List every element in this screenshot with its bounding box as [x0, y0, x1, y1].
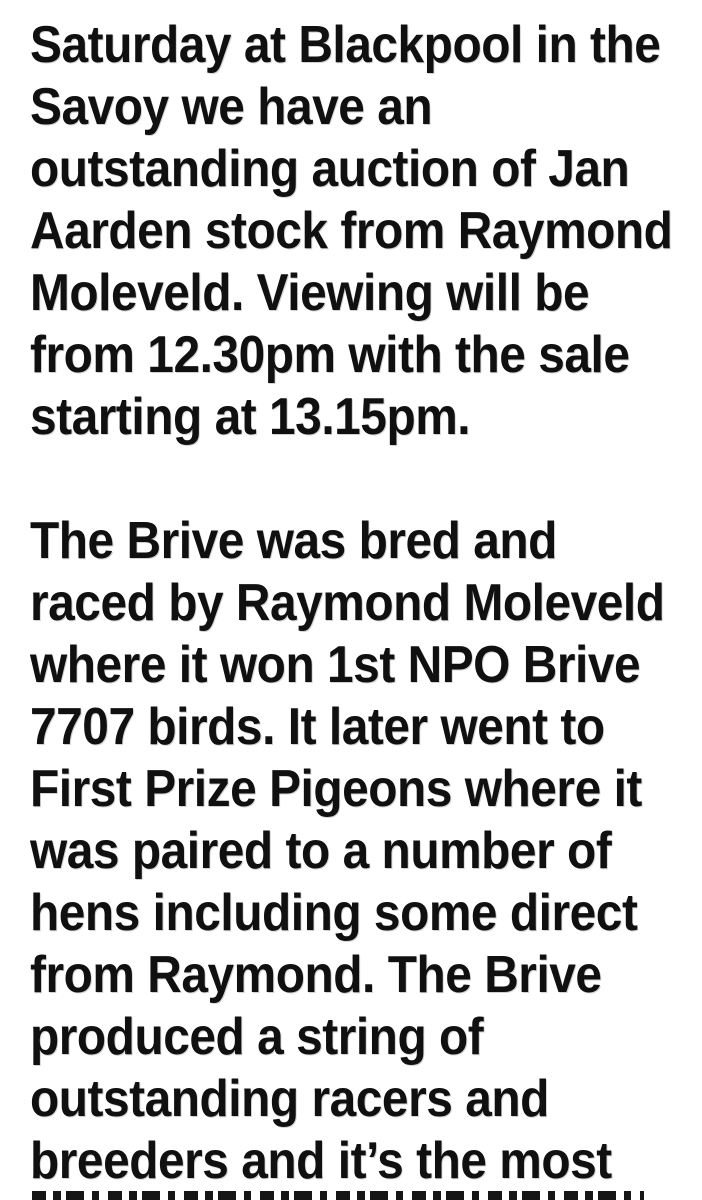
text-line: starting at 13.15pm. — [30, 388, 471, 446]
text-line: Aarden stock from Raymond — [30, 202, 673, 260]
text-line: First Prize Pigeons where it — [30, 760, 642, 818]
paragraph-brive-history — [30, 510, 665, 1192]
text-line: 7707 birds. It later went to — [30, 698, 605, 756]
text-line: produced a string of — [30, 1008, 484, 1066]
text-line: raced by Raymond Moleveld — [30, 574, 665, 632]
text-line: Savoy we have an — [30, 78, 433, 136]
text-line: where it won 1st NPO Brive — [30, 636, 641, 694]
text-line: from Raymond. The Brive — [30, 946, 602, 1004]
text-line: Saturday at Blackpool in the — [30, 16, 661, 74]
text-line: outstanding auction of Jan — [30, 140, 630, 198]
clipped-next-line-sliver — [32, 1191, 644, 1200]
text-line: The Brive was bred and — [30, 512, 557, 570]
text-line: from 12.30pm with the sale — [30, 326, 630, 384]
text-line: breeders and it’s the most — [30, 1132, 612, 1190]
text-line: Moleveld. Viewing will be — [30, 264, 590, 322]
text-line: outstanding racers and — [30, 1070, 549, 1128]
text-line: was paired to a number of — [30, 822, 612, 880]
text-line: hens including some direct — [30, 884, 638, 942]
paragraph-auction-announcement — [30, 14, 673, 448]
